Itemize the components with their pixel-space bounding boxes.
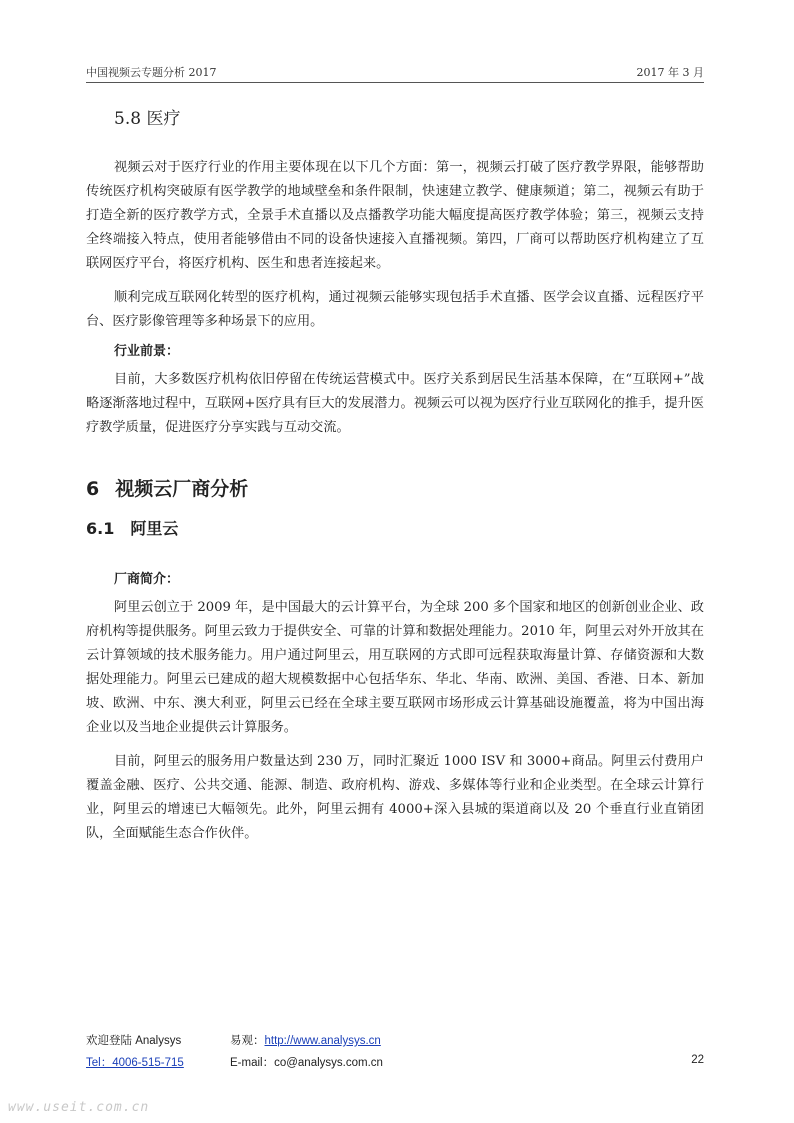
header-date: 2017 年 3 月 [636, 66, 704, 79]
watermark: www.useit.com.cn [8, 1100, 150, 1115]
footer-site [230, 1032, 381, 1048]
footer-tel-link[interactable]: Tel：4006-515-715 [86, 1057, 184, 1069]
section-6-1-title: 阿里云 [130, 519, 179, 538]
section-6-1-heading [86, 514, 704, 544]
section-5-8-paragraph-2: 顺利完成互联网化转型的医疗机构，通过视频云能够实现包括手术直播、医学会议直播、远程医疗平台、医疗影像管理等多种场景下的应用。 [86, 290, 704, 329]
footer-welcome: 欢迎登陆 Analysys [86, 1035, 182, 1047]
section-5-8-paragraph-1: 视频云对于医疗行业的作用主要体现在以下几个方面：第一，视频云打破了医疗教学界限，能够帮助传统医疗机构突破原有医学教学的地域壁垒和条件限制，快速建立教学、健康频道；第二，视频云有助于打造全新的医疗教学方式，全景手术直播以及点播教学功能大幅度提高医疗教学体验；第三，视频云支持全终端接入特点，使用者能够借由不同的设备快速接入直播视频。第四，厂商可以帮助医疗机构建立了互联网医疗平台，将医疗机构、医生和患者连接起来。 [86, 160, 704, 271]
section-6-1-paragraph-2: 目前，阿里云的服务用户数量达到 230 万，同时汇聚近 1000 ISV 和 3000+商品。阿里云付费用户覆盖金融、医疗、公共交通、能源、制造、政府机构、游戏、多媒体等行业和企业类型。在全球云计算行业，阿里云的增速已大幅领先。此外，阿里云拥有 4000+深入县城的渠道商以及 20 个垂直行业直销团队，全面赋能生态合作伙伴。 [86, 754, 704, 841]
section-5-8-paragraph-3: 目前，大多数医疗机构依旧停留在传统运营模式中。医疗关系到居民生活基本保障，在“互联网+”战略逐渐落地过程中，互联网+医疗具有巨大的发展潜力。视频云可以视为医疗行业互联网化的推手，提升医疗教学质量，促进医疗分享实践与互动交流。 [86, 372, 704, 435]
footer-email: E-mail：co@analysys.com.cn [230, 1057, 383, 1069]
vendor-profile-label: 厂商简介： [114, 572, 180, 587]
section-6-1-paragraph-1: 阿里云创立于 2009 年，是中国最大的云计算平台，为全球 200 多个国家和地区的创新创业企业、政府机构等提供服务。阿里云致力于提供安全、可靠的计算和数据处理能力。2010 年，阿里云对外开放其在云计算领域的技术服务能力。用户通过阿里云，用互联网的方式即可远程获取海量计算、存储资源和大数据处理能力。阿里云已建成的超大规模数据中心包括华东、华北、华南、欧洲、美国、香港、日本、新加坡、欧洲、中东、澳大利亚，阿里云已经在全球主要互联网市场形成云计算基础设施覆盖，将为中国出海企业以及当地企业提供云计算服务。 [86, 600, 704, 735]
page-footer [86, 1032, 704, 1076]
footer-site-link[interactable]: http://www.analysys.cn [264, 1035, 381, 1047]
footer-site-label: 易观： [230, 1035, 265, 1047]
header-doc-title: 中国视频云专题分析 2017 [86, 66, 217, 79]
page-content [86, 96, 704, 846]
page-header [86, 64, 704, 83]
section-6-heading [86, 474, 704, 504]
section-6-title: 视频云厂商分析 [115, 478, 249, 500]
industry-outlook-label: 行业前景： [114, 344, 180, 359]
section-6-1-number: 6.1 [86, 519, 115, 538]
section-6-number: 6 [86, 478, 100, 500]
section-5-8-heading: 5.8 医疗 [114, 109, 181, 129]
page-number: 22 [691, 1054, 704, 1066]
